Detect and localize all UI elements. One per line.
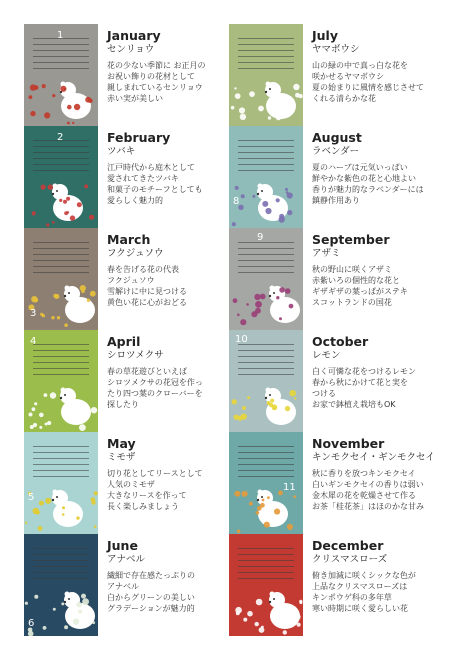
description-line: 夏の始まりに風情を感じさせて <box>312 83 424 92</box>
flower-dot <box>59 199 62 202</box>
flower-dot <box>291 99 294 102</box>
flower-dot <box>64 625 68 629</box>
month-text <box>98 126 244 228</box>
flower-name: ミモザ <box>107 452 136 463</box>
description-line: 江戸時代から庭木として <box>107 163 195 172</box>
flower-dot <box>234 87 236 89</box>
flower-dot <box>293 495 296 498</box>
month-text <box>303 126 449 228</box>
description-line: ギザギザの葉っぱがステキ <box>312 287 408 296</box>
flower-dot <box>279 214 284 219</box>
flower-dot <box>234 415 239 420</box>
flower-name: フクジュソウ <box>107 248 164 259</box>
flower-dot <box>30 111 35 116</box>
calendar-thumbnail <box>229 228 303 330</box>
description-line: 赤い実が美しい <box>107 94 163 103</box>
flower-dot <box>29 413 33 417</box>
flower-dot <box>231 106 235 110</box>
flower-dot <box>243 618 247 622</box>
description-line: フクジュソウ <box>107 276 155 285</box>
months-column-left <box>24 24 244 636</box>
flower-dot <box>31 296 37 302</box>
flower-dot <box>66 197 70 201</box>
month-name: February <box>107 130 171 145</box>
month-entry-7 <box>229 24 449 126</box>
flower-dot <box>273 407 276 410</box>
flower-dot <box>57 316 60 319</box>
flower-dot <box>289 390 296 397</box>
month-description <box>312 60 449 104</box>
flower-dot <box>40 313 43 316</box>
month-entry-3 <box>24 228 244 330</box>
flower-dot <box>42 84 46 88</box>
flower-dot <box>38 526 43 531</box>
flower-dot <box>264 522 270 528</box>
flower-dot <box>260 294 266 300</box>
flower-dot <box>48 185 53 190</box>
flower-dot <box>76 516 79 519</box>
flower-dot <box>32 407 36 411</box>
month-description <box>107 366 244 410</box>
flower-illustration <box>229 534 303 636</box>
description-line: 雪解けに中に見つける <box>107 287 187 296</box>
flower-dot <box>293 84 299 90</box>
flower-dot <box>39 426 42 429</box>
description-line: 春を告げる花の代表 <box>107 265 179 274</box>
description-line: たり四つ葉のクローバーを <box>107 389 203 398</box>
month-name: October <box>312 334 369 349</box>
flower-dot <box>50 392 56 398</box>
flower-name: クリスマスローズ <box>312 554 388 565</box>
calendar-thumbnail <box>229 534 303 636</box>
flower-dot <box>78 610 82 614</box>
month-entry-5 <box>24 432 244 534</box>
flower-dot <box>46 223 49 226</box>
flower-dot <box>89 215 94 220</box>
month-name: November <box>312 436 385 451</box>
month-number: 12 <box>277 618 290 629</box>
flower-dot <box>72 122 74 124</box>
flower-dot <box>67 105 72 110</box>
description-line: 山の緑の中で真っ白な花を <box>312 61 408 70</box>
flower-name: ヤマボウシ <box>312 44 360 55</box>
description-line: 大きなリースを作って <box>107 491 187 500</box>
month-entry-9 <box>229 228 449 330</box>
flower-dot <box>62 506 65 509</box>
flower-dot <box>67 122 70 125</box>
month-number: 9 <box>257 232 264 243</box>
flower-illustration <box>229 228 303 330</box>
flower-dot <box>64 211 68 215</box>
flower-dot <box>79 424 86 431</box>
description-line: 親しまれているセンリョウ <box>107 83 203 92</box>
month-name: September <box>312 232 390 247</box>
month-text <box>98 432 244 534</box>
month-text <box>98 534 244 636</box>
flower-dot <box>51 316 54 319</box>
month-number: 11 <box>283 482 296 493</box>
flower-dot <box>294 614 300 620</box>
description-line: 香りが魅力的なラベンダーには <box>312 185 424 194</box>
month-entry-2 <box>24 126 244 228</box>
flower-dot <box>240 319 246 325</box>
flower-dot <box>90 291 96 297</box>
flower-name: シロツメクサ <box>107 350 164 361</box>
description-line: 人気のミモザ <box>107 480 155 489</box>
month-name: June <box>107 538 138 553</box>
flower-dot <box>247 611 253 617</box>
description-line: 春から秋にかけて花と実を <box>312 378 408 387</box>
flower-dot <box>33 508 39 514</box>
flower-dot <box>261 626 264 629</box>
flower-dot <box>92 621 95 624</box>
flower-dot <box>255 301 262 308</box>
flower-dot <box>91 497 96 502</box>
description-line: 和菓子のモチーフとしても <box>107 185 203 194</box>
description-line: くれる清らかな花 <box>312 94 376 103</box>
flower-dot <box>30 84 36 90</box>
flower-dot <box>43 626 47 630</box>
flower-dot <box>91 407 97 413</box>
flower-dot <box>44 393 48 397</box>
month-description <box>312 366 449 410</box>
flower-dot <box>239 107 245 113</box>
flower-dot <box>241 413 247 419</box>
description-line: 金木犀の花を乾燥させて作る <box>312 491 416 500</box>
flower-dot <box>246 303 249 306</box>
flower-dot <box>233 298 238 303</box>
month-description <box>312 162 449 206</box>
flower-dot <box>232 399 237 404</box>
calendar-thumbnail <box>24 228 98 330</box>
description-line: 春の草花遊びといえば <box>107 367 187 376</box>
month-entry-4 <box>24 330 244 432</box>
flower-dot <box>39 413 44 418</box>
description-line: 鮮やかな紫色の花と心地よい <box>312 174 416 183</box>
flower-dot <box>247 396 250 399</box>
flower-name: センリョウ <box>107 44 155 55</box>
flower-name: キンモクセイ・ギンモクセイ <box>312 452 435 463</box>
month-text <box>303 534 449 636</box>
flower-dot <box>34 402 37 405</box>
flower-dot <box>256 599 263 606</box>
description-line: 咲かせるヤマボウシ <box>312 72 384 81</box>
flower-dot <box>241 194 245 198</box>
flower-dot <box>25 602 28 605</box>
month-entry-10 <box>229 330 449 432</box>
flower-dot <box>235 186 239 190</box>
flower-dot <box>81 290 85 294</box>
flower-dot <box>52 221 55 224</box>
month-entry-11 <box>229 432 449 534</box>
flower-dot <box>287 210 292 215</box>
flower-name: ラベンダー <box>312 146 360 157</box>
month-description <box>107 570 244 614</box>
month-number: 7 <box>273 104 280 115</box>
flower-dot <box>260 503 265 508</box>
description-line: つける <box>312 389 336 398</box>
flower-dot <box>237 530 241 534</box>
flower-dot <box>286 98 292 104</box>
description-line: 秋に香りを放つキンモクセイ <box>312 469 416 478</box>
flower-dot <box>63 200 67 204</box>
description-line: アナベル <box>107 582 139 591</box>
flower-dot <box>276 296 279 299</box>
flower-dot <box>265 208 271 214</box>
flower-dot <box>61 602 64 605</box>
flower-dot <box>70 215 75 220</box>
month-name: May <box>107 436 136 451</box>
flower-dot <box>262 201 268 207</box>
flower-name: アナベル <box>107 554 146 565</box>
flower-dot <box>287 524 293 530</box>
month-description <box>107 60 244 104</box>
month-entry-1 <box>24 24 244 126</box>
calendar-thumbnail <box>229 24 303 126</box>
month-number: 10 <box>235 334 248 345</box>
flower-dot <box>33 423 37 427</box>
flower-dot <box>44 112 50 118</box>
flower-dot <box>252 195 255 198</box>
description-line: グラデーションが魅力的 <box>107 604 195 613</box>
flower-dot <box>45 423 48 426</box>
description-line: 白く可憐な花をつけるレモン <box>312 367 416 376</box>
month-name: July <box>312 28 338 43</box>
description-line: お祝い飾りの花材として <box>107 72 195 81</box>
flower-dot <box>283 630 287 634</box>
description-line: 愛されてきたツバキ <box>107 174 179 183</box>
month-entry-8 <box>229 126 449 228</box>
description-line: 上品なクリスマスローズは <box>312 582 408 591</box>
flower-dot <box>235 607 242 614</box>
flower-dot <box>267 496 270 499</box>
description-line: シロツメクサの花冠を作っ <box>107 378 203 387</box>
months-column-right <box>229 24 449 636</box>
calendar-thumbnail <box>24 432 98 534</box>
month-number: 2 <box>57 132 64 143</box>
flower-dot <box>73 618 79 624</box>
flower-illustration <box>229 126 303 228</box>
flower-dot <box>256 511 260 515</box>
month-number: 4 <box>30 336 37 347</box>
description-line: 黄色い花に心がおどる <box>107 298 187 307</box>
calendar-thumbnail <box>24 126 98 228</box>
month-number: 1 <box>57 30 64 41</box>
flower-dot <box>60 86 66 92</box>
flower-dot <box>74 104 80 110</box>
flower-dot <box>285 188 288 191</box>
month-text <box>98 330 244 432</box>
flower-dot <box>54 294 59 299</box>
flower-dot <box>242 406 246 410</box>
flower-dot <box>298 94 302 98</box>
flower-dot <box>299 601 302 604</box>
month-entry-12 <box>229 534 449 636</box>
month-number: 8 <box>233 196 240 207</box>
month-name: December <box>312 538 384 553</box>
month-number: 6 <box>28 618 35 629</box>
flower-dot <box>269 403 273 407</box>
month-description <box>312 570 449 614</box>
flower-illustration <box>229 330 303 432</box>
description-line: 赤紫いろの個性的な花と <box>312 276 400 285</box>
flower-dot <box>53 608 56 611</box>
flower-name: レモン <box>312 350 341 361</box>
flower-dot <box>47 421 51 425</box>
description-line: 探したり <box>107 400 139 409</box>
month-description <box>107 264 244 308</box>
flower-dot <box>249 91 255 97</box>
flower-dot <box>287 192 293 198</box>
description-line: 秋の野山に咲くアザミ <box>312 265 392 274</box>
flower-dot <box>242 491 248 497</box>
calendar-thumbnail <box>24 24 98 126</box>
flower-dot <box>77 202 82 207</box>
flower-dot <box>262 499 265 502</box>
flower-dot <box>25 522 27 524</box>
flower-dot <box>62 513 65 516</box>
flower-dot <box>268 116 271 119</box>
flower-dot <box>285 406 290 411</box>
flower-dot <box>249 502 253 506</box>
flower-dot <box>235 93 241 99</box>
calendar-thumbnail <box>229 330 303 432</box>
flower-dot <box>87 299 90 302</box>
month-number: 3 <box>30 308 37 319</box>
flower-dot <box>276 198 280 202</box>
description-line: 俯き加減に咲くシックな色が <box>312 571 416 580</box>
flower-dot <box>94 525 97 528</box>
flower-illustration <box>24 432 98 534</box>
month-description <box>107 468 244 512</box>
flower-name: ツバキ <box>107 146 136 157</box>
month-name: April <box>107 334 141 349</box>
description-line: スコットランドの国花 <box>312 298 392 307</box>
description-line: 夏のハーブは元気いっぱい <box>312 163 408 172</box>
description-line: 長く楽しみましょう <box>107 502 179 511</box>
description-line: お茶「桂花茶」はほのかな甘み <box>312 502 424 511</box>
month-text <box>98 228 244 330</box>
month-description <box>107 162 244 206</box>
flower-dot <box>240 114 246 120</box>
month-text <box>303 330 449 432</box>
description-line: 繊細で存在感たっぷりの <box>107 571 195 580</box>
month-number: 5 <box>28 492 35 503</box>
flower-dot <box>297 623 301 627</box>
flower-dot <box>276 115 282 121</box>
description-line: 愛らしく魅力的 <box>107 196 163 205</box>
flower-dot <box>32 211 36 215</box>
flower-illustration <box>229 24 303 126</box>
description-line: 切り花としてリースとして <box>107 469 203 478</box>
flower-dot <box>279 317 282 320</box>
flower-dot <box>81 594 86 599</box>
flower-dot <box>41 185 46 190</box>
description-line: 白からグリーンの美しい <box>107 593 195 602</box>
flower-dot <box>258 106 264 112</box>
month-name: January <box>107 28 161 43</box>
flower-dot <box>45 498 51 504</box>
calendar-thumbnail <box>24 330 98 432</box>
calendar-thumbnail <box>229 432 303 534</box>
flower-dot <box>82 598 89 605</box>
flower-dot <box>237 314 240 317</box>
calendar-thumbnail <box>229 126 303 228</box>
month-text <box>303 228 449 330</box>
flower-dot <box>71 399 76 404</box>
flower-dot <box>254 294 260 300</box>
flower-illustration <box>24 534 98 636</box>
description-line: 寒い時期に咲く愛らしい花 <box>312 604 408 613</box>
flower-dot <box>234 491 240 497</box>
description-line: キンポウゲ科の多年草 <box>312 593 392 602</box>
flower-dot <box>52 94 55 97</box>
month-entry-6 <box>24 534 244 636</box>
description-line: 白いギンモクセイの香りは弱い <box>312 480 424 489</box>
month-name: March <box>107 232 151 247</box>
month-description <box>312 468 449 512</box>
flower-name: アザミ <box>312 248 341 259</box>
flower-dot <box>270 399 274 403</box>
flower-dot <box>285 288 291 294</box>
month-text <box>303 432 449 534</box>
month-description <box>312 264 449 308</box>
flower-dot <box>294 397 296 399</box>
description-line: お家で鉢植え栽培もOK <box>312 400 396 409</box>
flower-dot <box>34 595 38 599</box>
month-text <box>303 24 449 126</box>
flower-dot <box>64 323 68 327</box>
flower-dot <box>84 184 88 188</box>
calendar-thumbnail <box>24 534 98 636</box>
flower-dot <box>39 501 44 506</box>
flower-dot <box>77 602 82 607</box>
flower-dot <box>255 622 259 626</box>
description-line: 鎮静作用あり <box>312 196 360 205</box>
description-line: 花の少ない季節に お正月の <box>107 61 206 70</box>
flower-dot <box>232 222 236 226</box>
flower-dot <box>29 95 33 99</box>
flower-dot <box>289 304 294 309</box>
month-text <box>98 24 244 126</box>
flower-dot <box>255 308 261 314</box>
flower-dot <box>88 98 93 103</box>
flower-dot <box>279 287 285 293</box>
flower-dot <box>274 509 280 515</box>
month-name: August <box>312 130 362 145</box>
flower-dot <box>94 491 98 495</box>
